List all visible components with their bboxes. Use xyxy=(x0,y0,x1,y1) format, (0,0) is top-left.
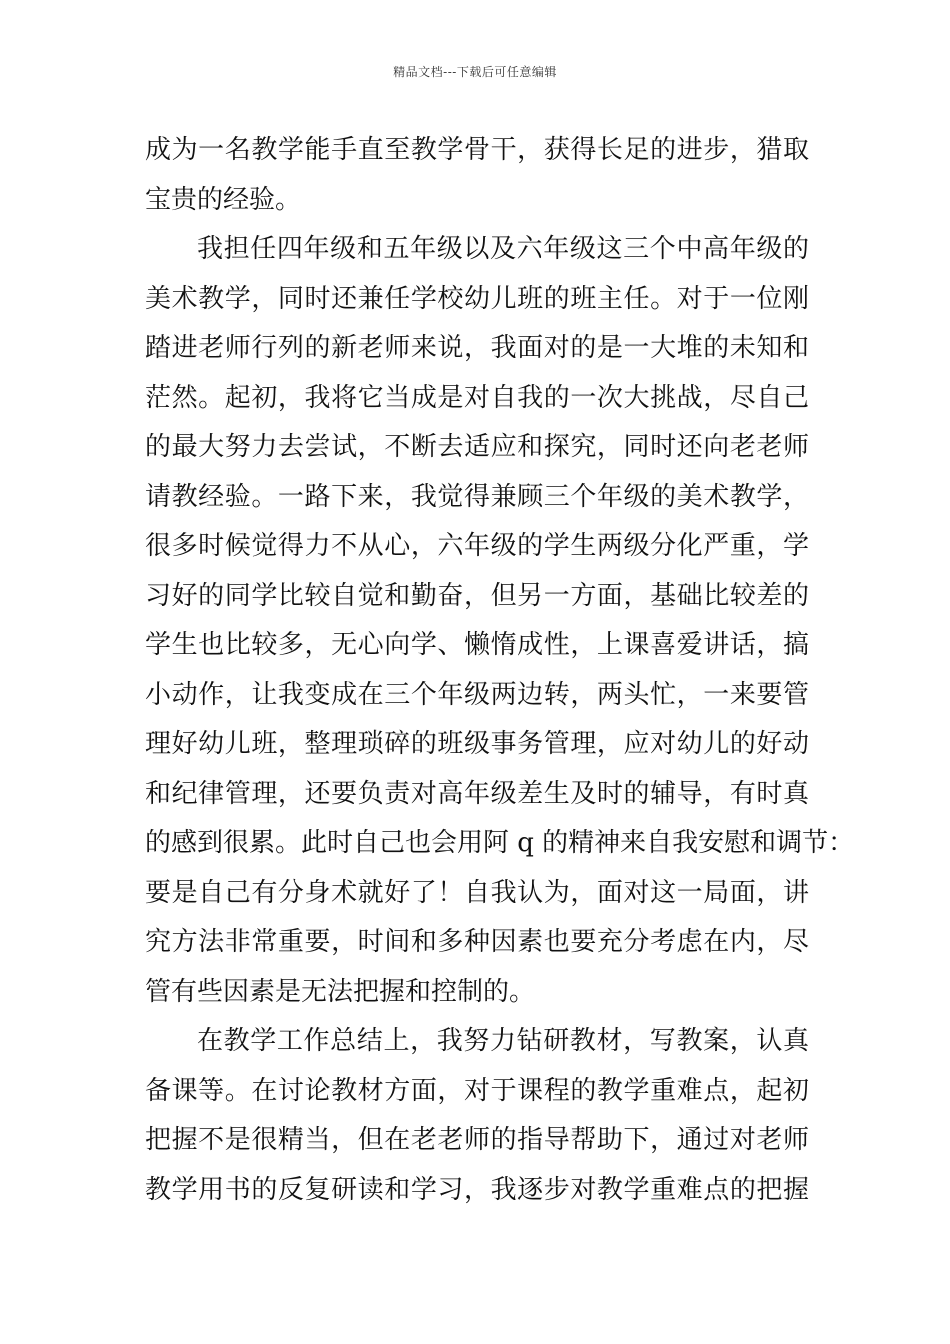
page-header: 精品文档---下载后可任意编辑 xyxy=(393,65,557,79)
text-line: 把握不是很精当，但在老老师的指导帮助下，通过对老师 xyxy=(145,1125,809,1155)
text-line: 教学用书的反复研读和学习，我逐步对教学重难点的把握 xyxy=(145,1174,809,1205)
text-line: 请教经验。一路下来，我觉得兼顾三个年级的美术教学， xyxy=(145,481,809,512)
text-line: 宝贵的经验。 xyxy=(145,184,302,215)
text-line: 和纪律管理，还要负责对高年级差生及时的辅导，有时真 xyxy=(145,778,809,809)
text-line: 的最大努力去尝试，不断去适应和探究，同时还向老老师 xyxy=(145,432,809,462)
paragraph xyxy=(145,225,855,1017)
text-line: 小动作，让我变成在三个年级两边转，两头忙，一来要管 xyxy=(145,679,809,710)
paragraph xyxy=(145,1017,809,1215)
text-line: 究方法非常重要，时间和多种因素也要充分考虑在内，尽 xyxy=(145,927,809,957)
text-line: 我担任四年级和五年级以及六年级这三个中高年级的 xyxy=(197,234,809,264)
document-body xyxy=(145,126,855,1215)
text-line: 美术教学，同时还兼任学校幼儿班的班主任。对于一位刚 xyxy=(145,283,809,314)
text-line: 管有些因素是无法把握和控制的。 xyxy=(145,976,536,1007)
text-line: 备课等。在讨论教材方面，对于课程的教学重难点，起初 xyxy=(145,1075,809,1106)
paragraph xyxy=(145,126,809,225)
text-line: 在教学工作总结上，我努力钻研教材，写教案，认真 xyxy=(197,1026,809,1056)
text-line: 理好幼儿班，整理琐碎的班级事务管理，应对幼儿的好动 xyxy=(145,729,809,759)
text-line: 踏进老师行列的新老师来说，我面对的是一大堆的未知和 xyxy=(145,333,809,363)
text-line: 茫然。起初，我将它当成是对自我的一次大挑战，尽自己 xyxy=(145,382,809,413)
text-line: 很多时候觉得力不从心，六年级的学生两级分化严重，学 xyxy=(145,531,809,561)
text-line: 学生也比较多，无心向学、懒惰成性，上课喜爱讲话，搞 xyxy=(145,630,809,660)
text-line: 成为一名教学能手直至教学骨干，获得长足的进步，猎取 xyxy=(145,135,809,165)
text-line: 要是自己有分身术就好了！自我认为，面对这一局面，讲 xyxy=(145,877,809,908)
text-line: 的感到很累。此时自己也会用阿 q 的精神来自我安慰和调节： xyxy=(145,828,855,858)
text-line: 习好的同学比较自觉和勤奋，但另一方面，基础比较差的 xyxy=(145,580,809,611)
